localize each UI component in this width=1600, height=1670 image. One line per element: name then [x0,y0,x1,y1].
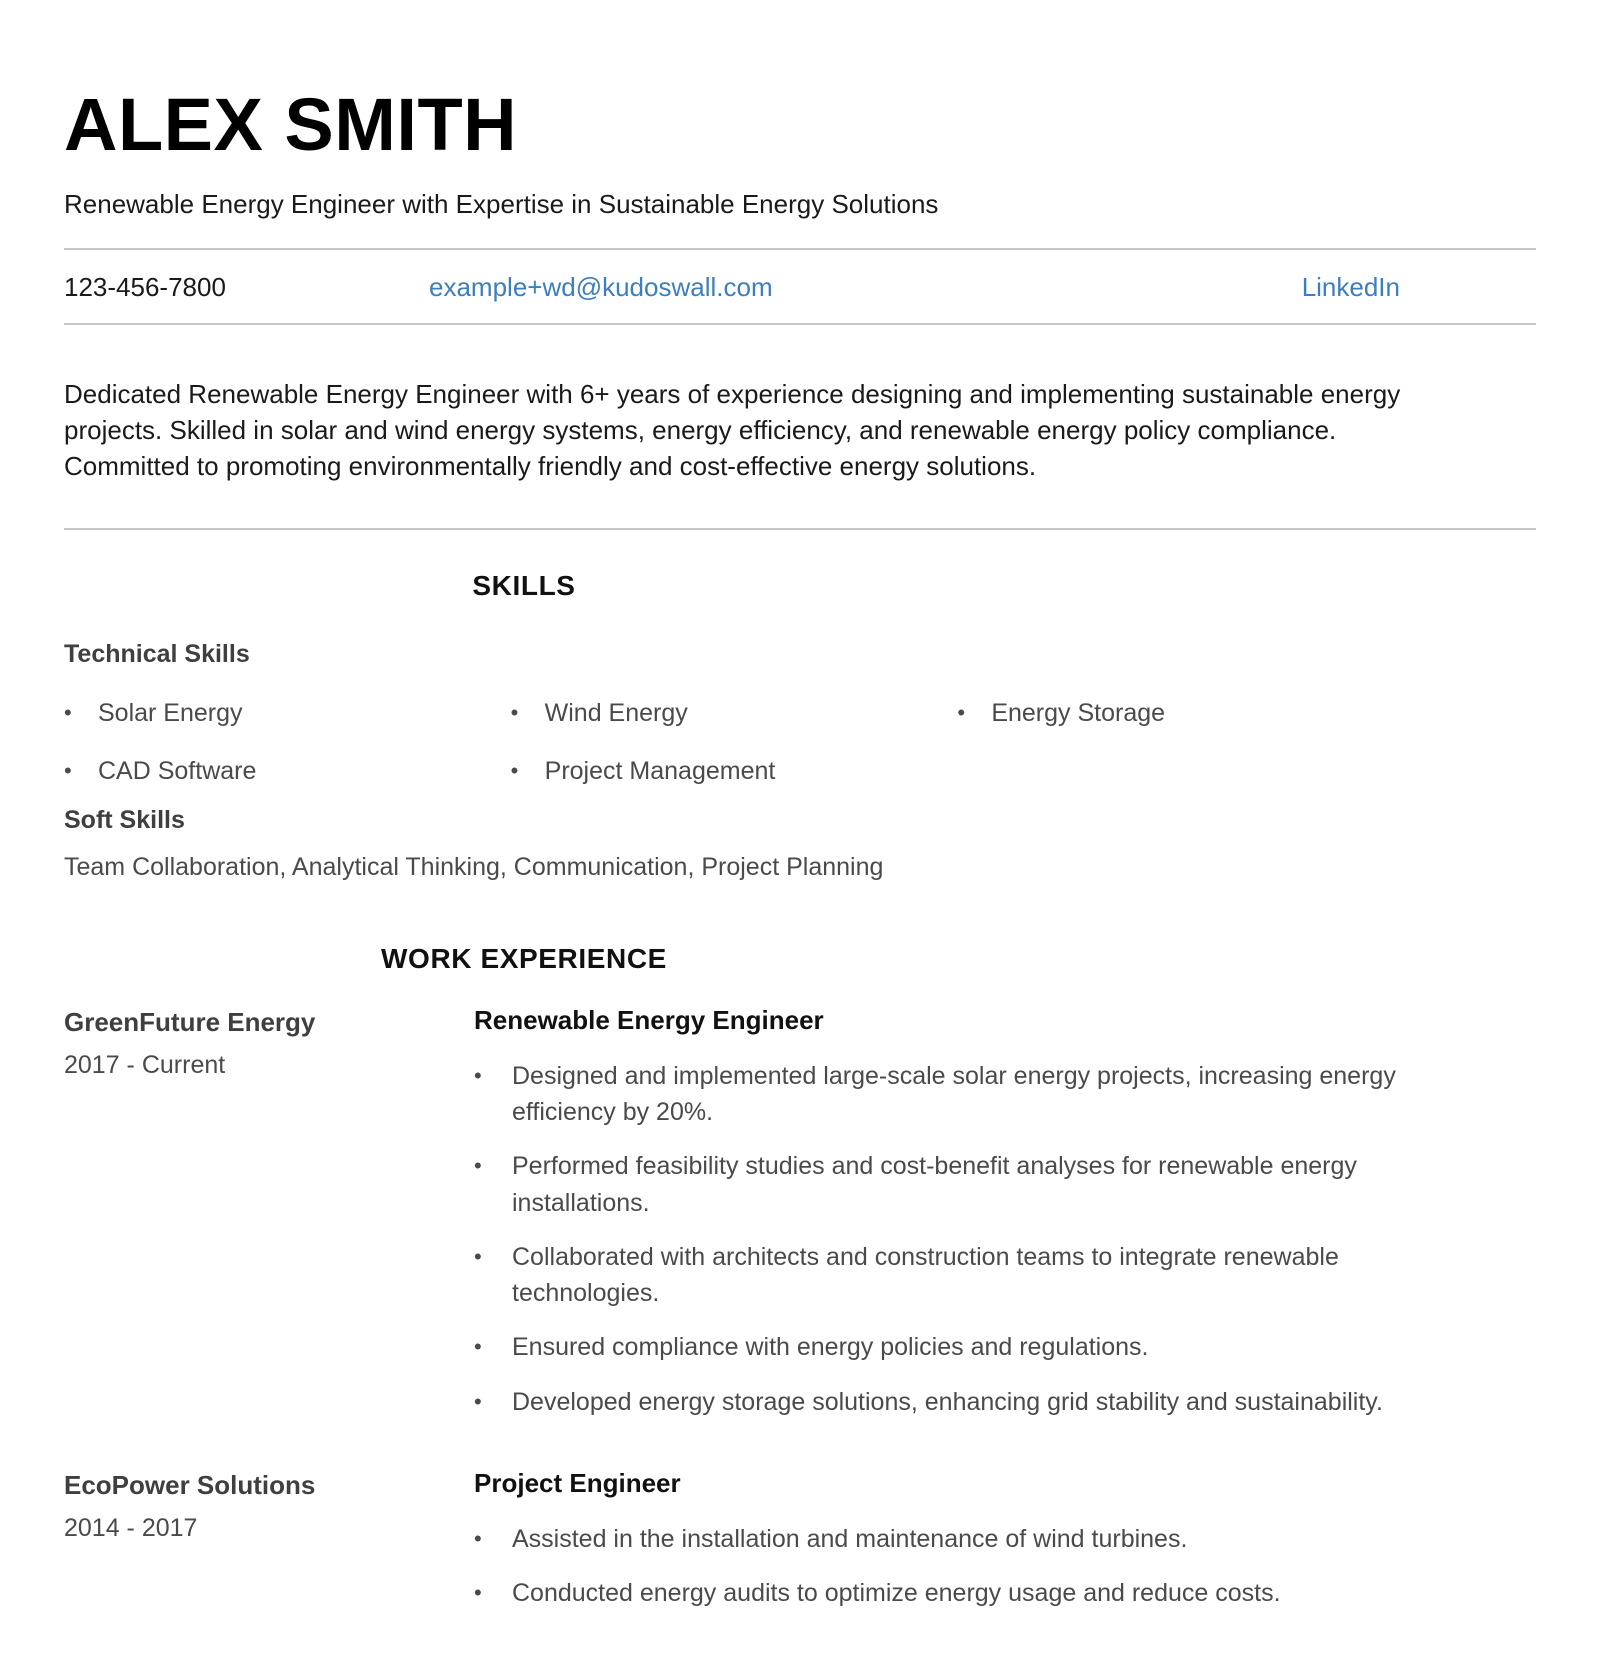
job-responsibility-text: Conducted energy audits to optimize energy usage and reduce costs. [512,1579,1281,1608]
experience-entry-detail [474,1468,1536,1630]
contact-bar [64,250,1536,323]
job-responsibility-text: Ensured compliance with energy policies and regulations. [512,1333,1149,1362]
contact-phone: 123-456-7800 [64,271,226,302]
job-responsibility-item [474,1148,1469,1239]
job-responsibility-item [474,1329,1469,1383]
experience-entry-detail [474,1005,1536,1438]
job-title: Project Engineer [474,1467,681,1498]
experience-entry-meta [64,1005,474,1080]
soft-skills-text: Team Collaboration, Analytical Thinking, Communication, Project Planning [64,852,884,881]
job-responsibility-list [474,1058,1536,1438]
skill-item-label: CAD Software [98,756,257,785]
skill-item [64,743,511,800]
experience-section-title: WORK EXPERIENCE [381,942,667,974]
bullet-icon: • [474,1243,482,1269]
skill-item [64,685,511,742]
job-title: Renewable Energy Engineer [474,1004,824,1035]
skill-item [957,685,1404,742]
job-responsibility-text: Assisted in the installation and maintenance of wind turbines. [512,1525,1188,1554]
experience-section [64,885,1536,1630]
employment-dates: 2017 - Current [64,1050,226,1079]
skill-item-label: Project Management [544,756,776,785]
technical-skills-grid [64,685,1404,800]
bullet-icon: • [474,1334,482,1360]
employer-name: GreenFuture Energy [64,1006,316,1037]
bullet-icon: • [510,700,519,726]
bullet-icon: • [474,1388,482,1414]
bullet-icon: • [474,1526,482,1552]
job-responsibility-text: Developed energy storage solutions, enhancing grid stability and sustainability. [512,1387,1383,1416]
bullet-icon: • [64,700,72,726]
job-responsibility-item [474,1521,1469,1575]
bullet-icon: • [474,1062,482,1088]
contact-email-link[interactable]: example+wd@kudoswall.com [429,271,773,302]
job-responsibility-list [474,1521,1536,1630]
bullet-icon: • [474,1580,482,1606]
job-responsibility-item [474,1239,1469,1330]
job-responsibility-item [474,1384,1469,1438]
bullet-icon: • [474,1153,482,1179]
employer-name: EcoPower Solutions [64,1469,316,1500]
bullet-icon: • [957,700,966,726]
employment-dates: 2014 - 2017 [64,1514,198,1543]
candidate-name: ALEX SMITH [64,83,518,166]
skills-section-title: SKILLS [472,570,576,602]
experience-entry-meta [64,1468,474,1543]
skill-item-label: Energy Storage [991,699,1166,728]
technical-skills-block [64,602,1536,884]
job-responsibility-item [474,1058,1469,1149]
job-responsibility-text: Collaborated with architects and construction teams to integrate renewable technologies. [512,1242,1339,1308]
resume-header [64,0,1536,222]
summary-text: Dedicated Renewable Energy Engineer with 6+ years of experience designing and implementing sustainable energy projects. Skilled in solar and wind energy systems, energy efficiency, and renewable energy policy compliance. Committed to promoting environmentally friendly and cost-effective energy solutions. [64,378,1401,481]
skill-item [511,685,958,742]
job-responsibility-text: Performed feasibility studies and cost-benefit analyses for renewable energy installations. [512,1152,1357,1217]
skill-item [511,743,958,800]
job-responsibility-text: Designed and implemented large-scale solar energy projects, increasing energy efficiency by 20%. [512,1061,1396,1127]
skills-section [64,530,1536,884]
experience-entry [64,975,1536,1438]
soft-skills-label: Soft Skills [64,805,185,834]
skill-item-label: Solar Energy [98,699,243,728]
experience-entry [64,1438,1536,1630]
experience-list [64,975,1536,1630]
candidate-headline: Renewable Energy Engineer with Expertise in Sustainable Energy Solutions [64,189,939,219]
skill-item-label: Wind Energy [544,699,688,728]
contact-linkedin-link[interactable]: LinkedIn [1301,271,1400,302]
bullet-icon: • [510,757,519,783]
bullet-icon: • [64,757,72,783]
professional-summary [64,325,1536,529]
job-responsibility-item [474,1575,1469,1629]
technical-skills-label: Technical Skills [64,640,250,669]
